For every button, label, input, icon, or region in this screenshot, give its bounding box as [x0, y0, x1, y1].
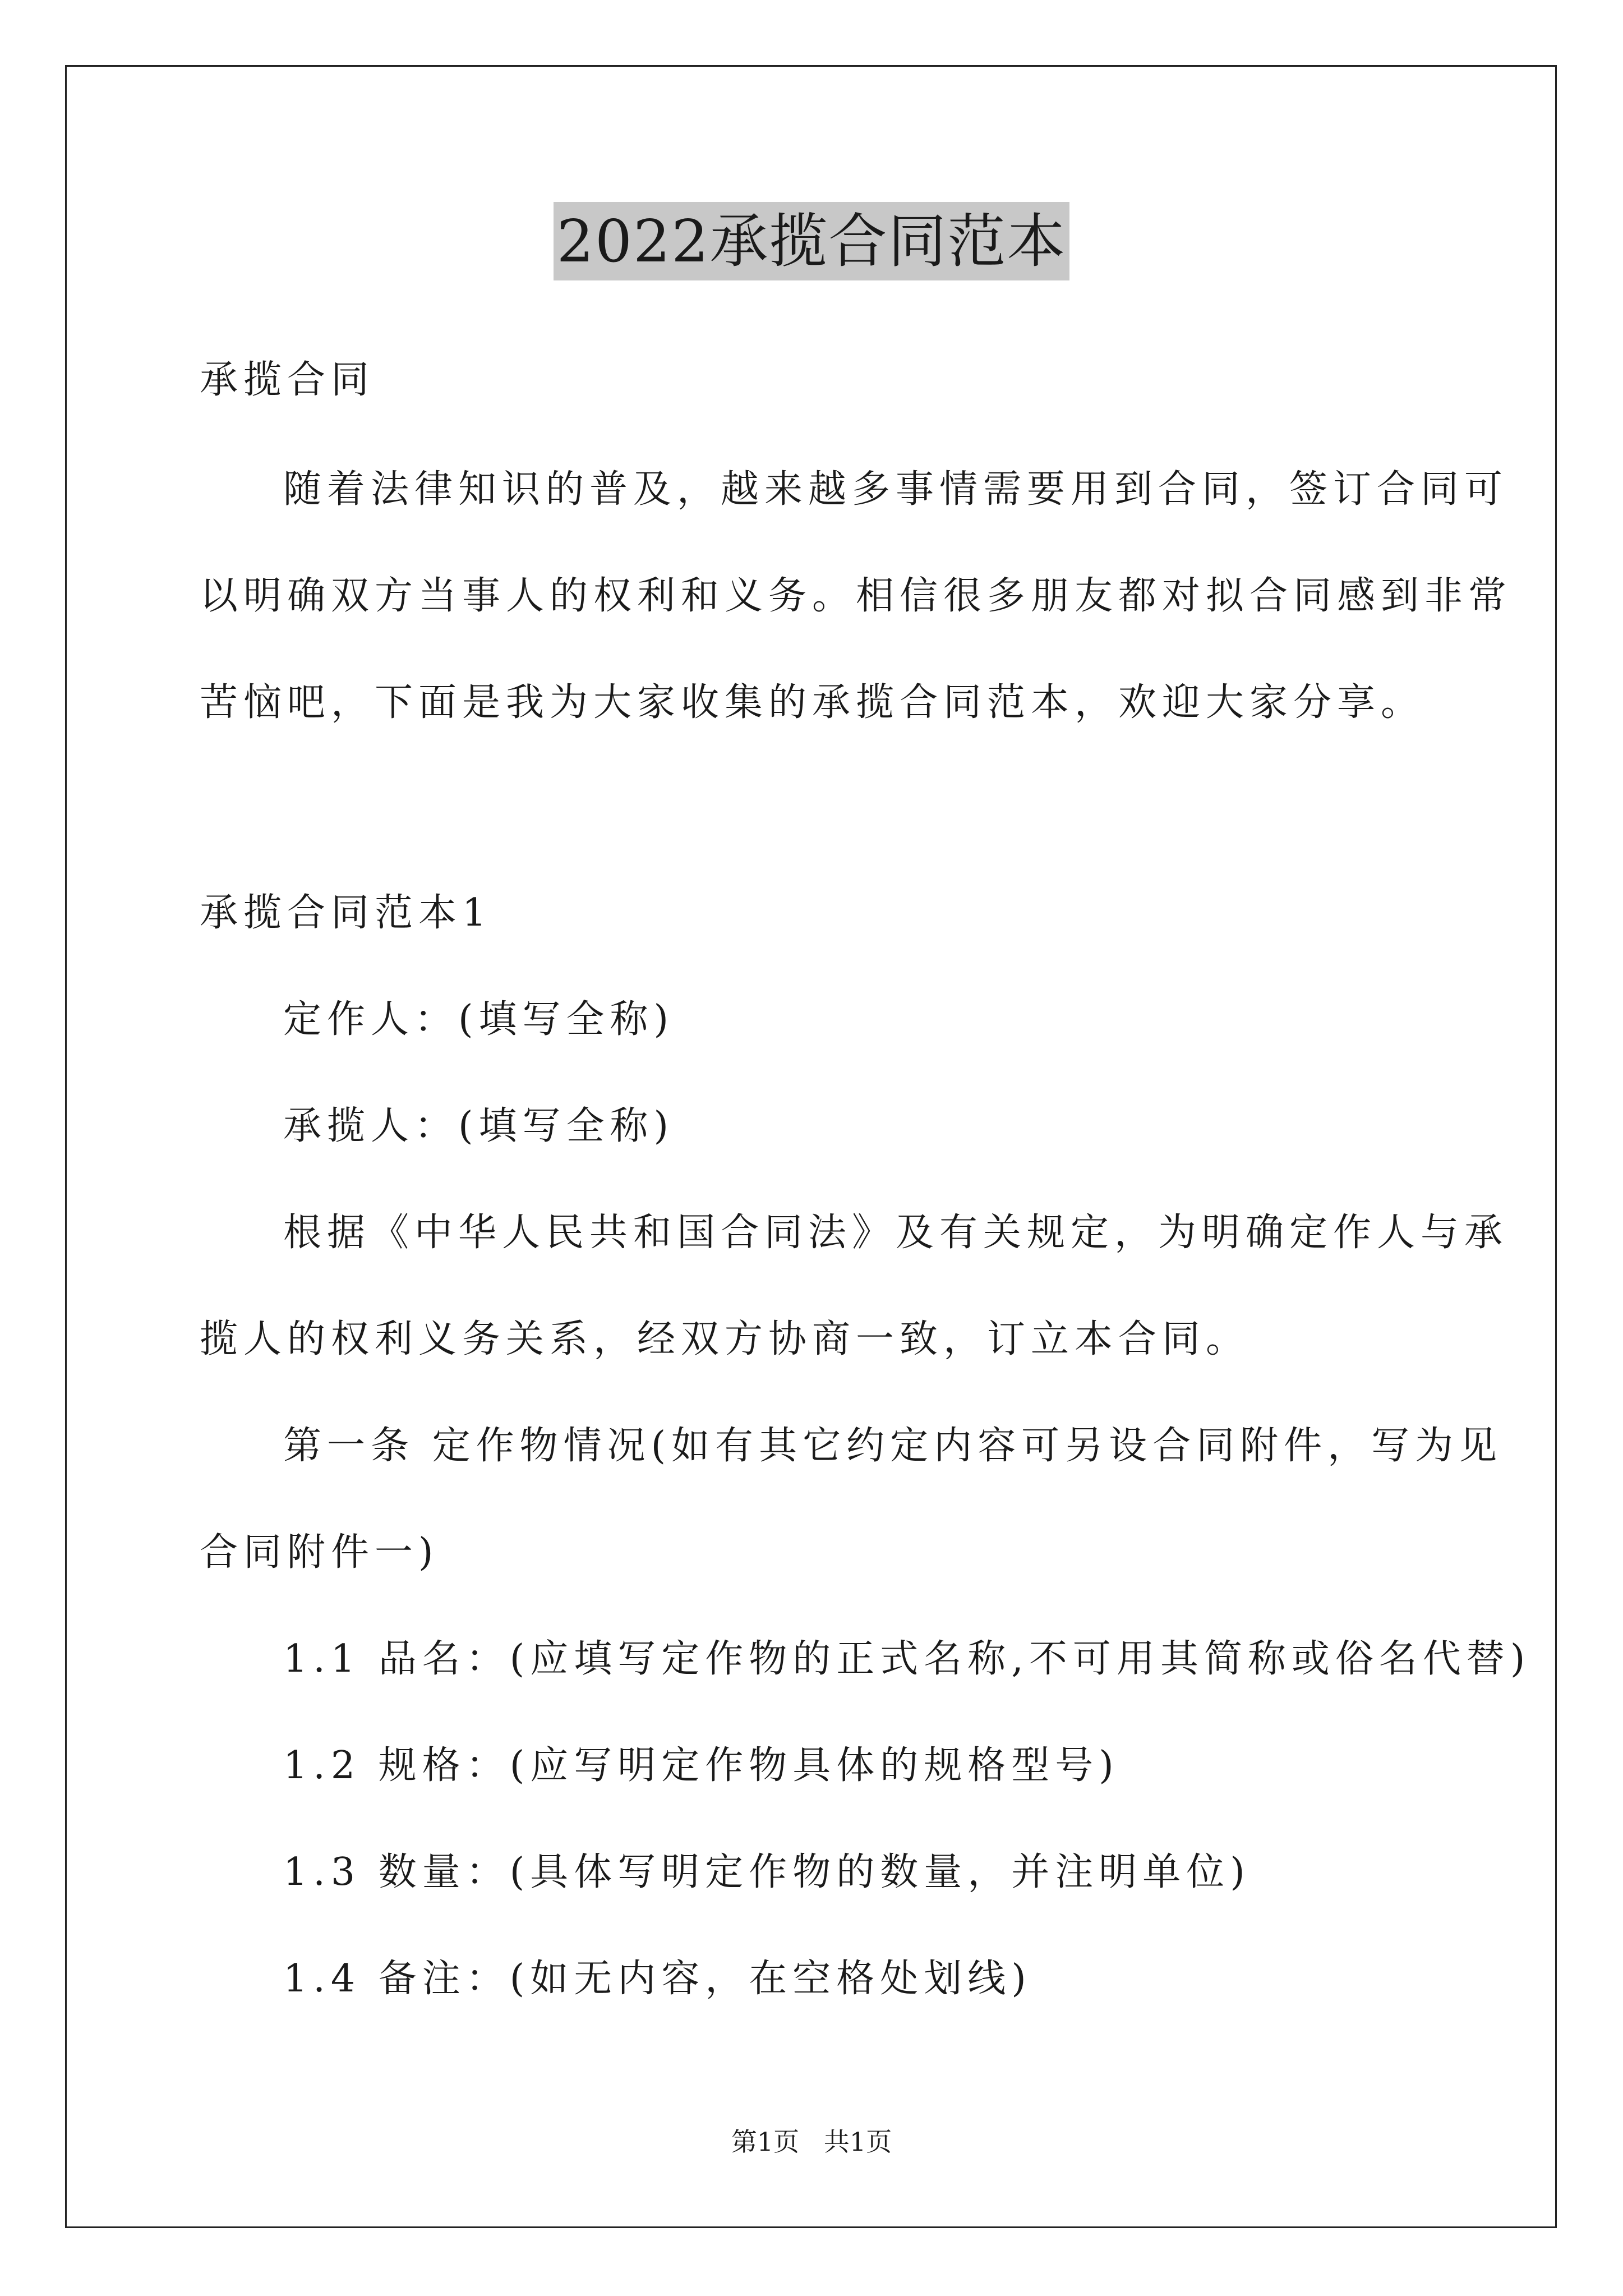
paragraph-line: 根据《中华人民共和国合同法》及有关规定，为明确定作人与承 [283, 1211, 1509, 1255]
list-item: 1.4 备注：(如无内容，在空格处划线) [283, 1957, 1032, 2001]
list-item: 1.3 数量：(具体写明定作物的数量，并注明单位) [283, 1850, 1251, 1894]
paragraph-line: 承揽人：(填写全称) [283, 1104, 675, 1148]
paragraph-line: 合同附件一) [200, 1530, 439, 1575]
paragraph-line: 定作人：(填写全称) [283, 997, 675, 1042]
document-title: 2022承揽合同范本 [554, 202, 1070, 280]
title-container [0, 202, 1623, 280]
list-item: 1.2 规格：(应写明定作物具体的规格型号) [283, 1743, 1119, 1788]
section-heading: 承揽合同范本1 [200, 891, 492, 935]
paragraph-line: 揽人的权利义务关系，经双方协商一致，订立本合同。 [200, 1317, 1250, 1361]
list-item: 1.1 品名：(应填写定作物的正式名称,不可用其简称或俗名代替) [283, 1637, 1531, 1681]
section-heading: 承揽合同 [200, 358, 375, 402]
page-number: 第1页 共1页 [731, 2127, 892, 2157]
paragraph-line: 以明确双方当事人的权利和义务。相信很多朋友都对拟合同感到非常 [200, 574, 1513, 618]
paragraph-line: 第一条 定作物情况(如有其它约定内容可另设合同附件，写为见 [283, 1424, 1503, 1468]
paragraph-line: 随着法律知识的普及，越来越多事情需要用到合同，签订合同可 [283, 467, 1509, 512]
paragraph-line: 苦恼吧，下面是我为大家收集的承揽合同范本，欢迎大家分享。 [200, 680, 1425, 725]
